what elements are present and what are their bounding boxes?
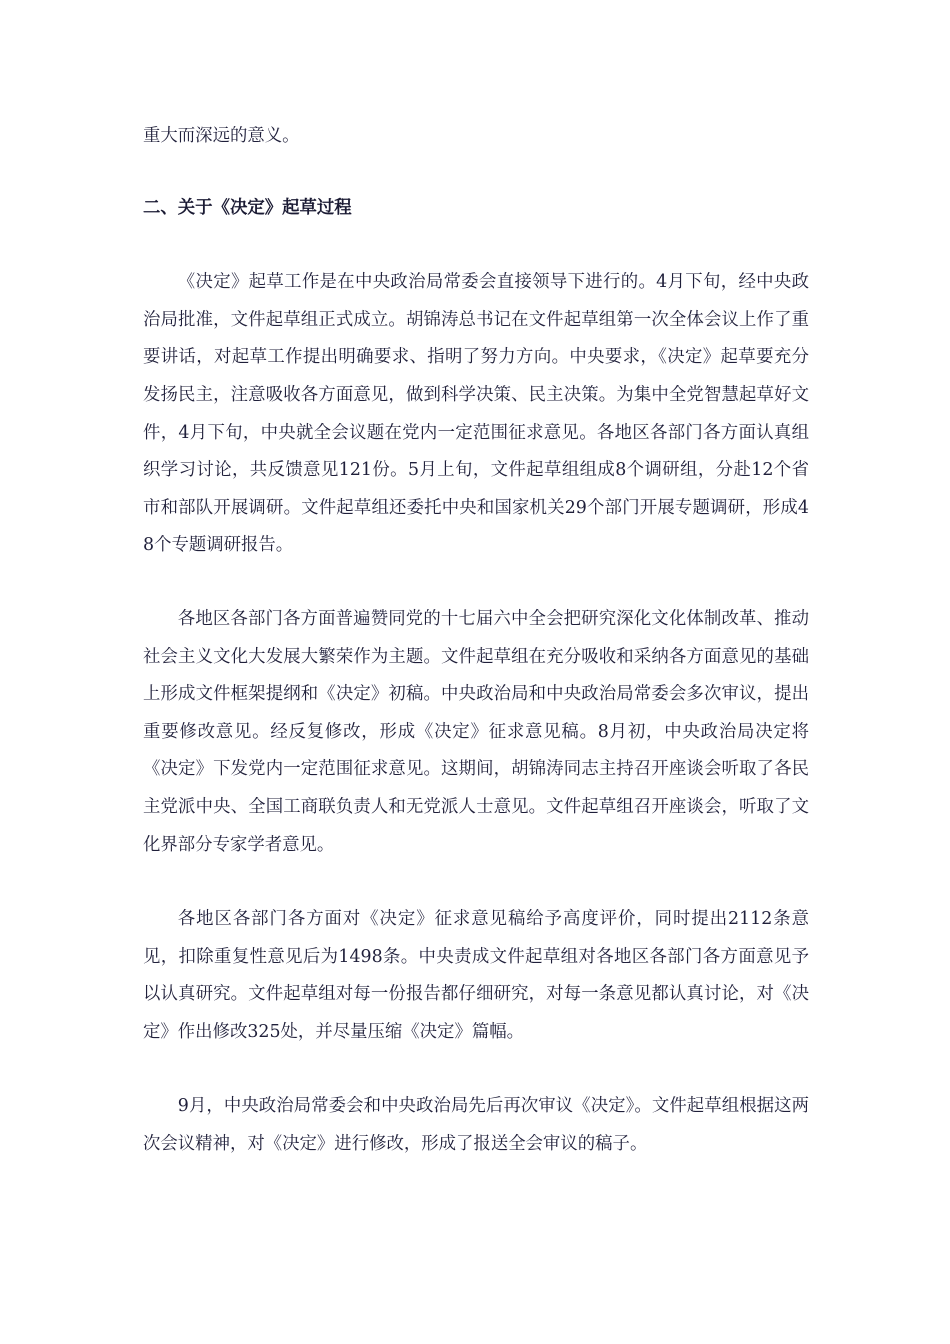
- section-heading: 二、关于《决定》起草过程: [143, 197, 352, 218]
- spacer: [143, 227, 809, 264]
- spacer: [143, 565, 809, 601]
- lead-fragment: 重大而深远的意义。: [143, 126, 300, 146]
- paragraph-drafting-consultation: 各地区各部门各方面普遍赞同党的十七届六中全会把研究深化文化体制改革、推动社会主义文化大发展大繁荣作为主题。文件起草组在充分吸收和采纳各方面意见的基础上形成文件框架提纲和《决定》初稿。中央政治局和中央政治局常委会多次审议，提出重要修改意见。经反复修改，形成《决定》征求意见稿。8月初，中央政治局决定将《决定》下发党内一定范围征求意见。这期间，胡锦涛同志主持召开座谈会听取了各民主党派中央、全国工商联负责人和无党派人士意见。文件起草组召开座谈会，听取了文化界部分专家学者意见。: [143, 608, 809, 855]
- spacer: [143, 156, 809, 190]
- spacer: [143, 1051, 809, 1088]
- spacer: [143, 864, 809, 901]
- paragraph-final-review: 9月，中央政治局常委会和中央政治局先后再次审议《决定》。文件起草组根据这两次会议精神，对《决定》进行修改，形成了报送全会审议的稿子。: [143, 1096, 809, 1155]
- paragraph-drafting-start: 《决定》起草工作是在中央政治局常委会直接领导下进行的。4月下旬，经中央政治局批准，文件起草组正式成立。胡锦涛总书记在文件起草组第一次全体会议上作了重要讲话，对起草工作提出明确要求、指明了努力方向。中央要求，《决定》起草要充分发扬民主，注意吸收各方面意见，做到科学决策、民主决策。为集中全党智慧起草好文件，4月下旬，中央就全会议题在党内一定范围征求意见。各地区各部门各方面认真组织学习讨论，共反馈意见121份。5月上旬，文件起草组组成8个调研组，分赴12个省市和部队开展调研。文件起草组还委托中央和国家机关29个部门开展专题调研，形成48个专题调研报告。: [143, 272, 809, 556]
- paragraph-feedback: 各地区各部门各方面对《决定》征求意见稿给予高度评价，同时提出2112条意见，扣除重复性意见后为1498条。中央责成文件起草组对各地区各部门各方面意见予以认真研究。文件起草组对每一份报告都仔细研究，对每一条意见都认真讨论，对《决定》作出修改325处，并尽量压缩《决定》篇幅。: [143, 909, 809, 1042]
- document-body: [143, 118, 809, 1164]
